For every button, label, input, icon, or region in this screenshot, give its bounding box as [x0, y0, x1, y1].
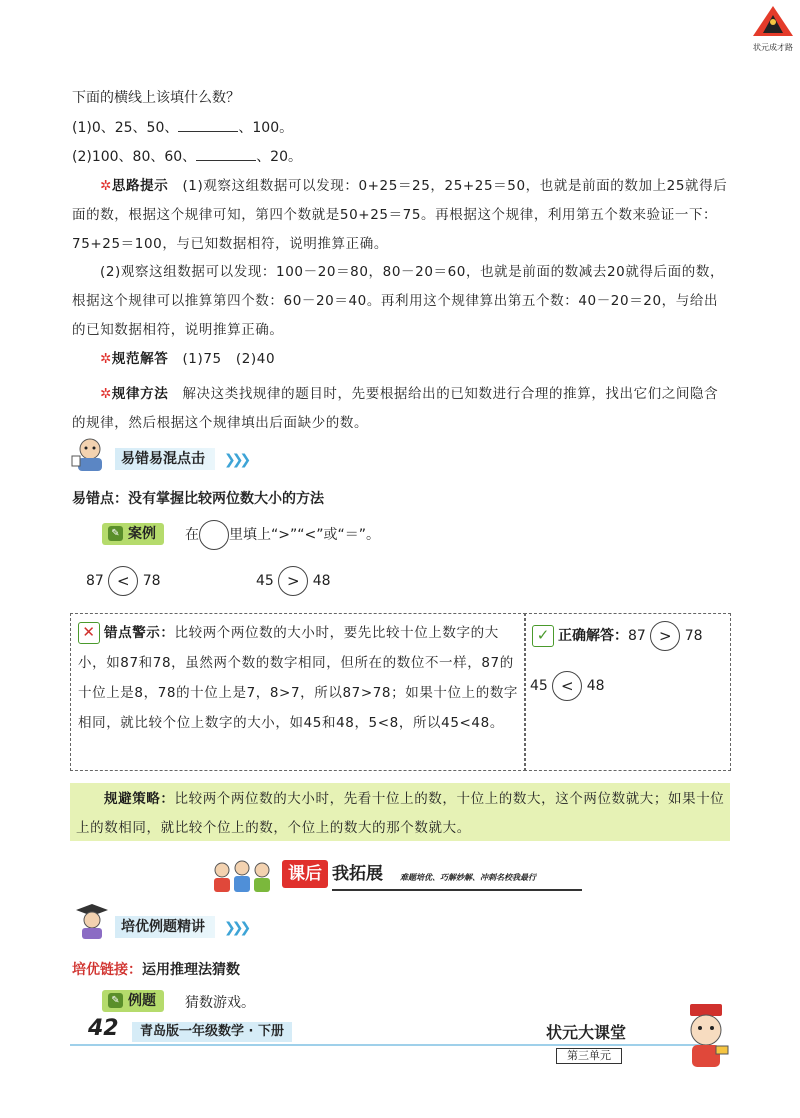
example-tag: ✎ 例题: [102, 990, 164, 1012]
logo-text: 状元成才路: [753, 43, 793, 52]
book-title: 青岛版一年级数学 · 下册: [132, 1022, 292, 1042]
wrong-cross-icon: ✕: [78, 622, 100, 644]
hint-paragraph-1: [72, 172, 732, 259]
question-item-1: (1)0、25、50、 、100。: [72, 117, 293, 138]
answer-blank-1[interactable]: [178, 117, 238, 132]
answer-text: (1)75 (2)40: [182, 351, 276, 367]
page-number: 42: [88, 1016, 119, 1041]
example-empty-circle: [199, 520, 229, 550]
case-instruction: 在 里填上“>”“<”或“＝”。: [185, 520, 380, 550]
mistakes-section-title: 易错易混点击: [115, 448, 215, 470]
students-group-icon: [210, 858, 274, 894]
hint-paragraph-2: (2)观察这组数据可以发现：100－20＝80，80－20＝60，也就是前面的数减去20就得后面的数，根据这个规律可以推算第四个数：60－20＝40。再利用这个规律算出第五个数：40－20＝20，与给出的已知数据相符，说明推算正确。: [72, 264, 725, 338]
mistakes-section-header: [70, 448, 270, 470]
training-link-label: 培优链接：: [72, 962, 142, 978]
answer-row: [72, 345, 760, 374]
method-text: 解决这类找规律的题目时，先要根据给出的已知数进行合理的推算，找出它们之间隐含的规律，然后根据这个规律填出后面缺少的数。: [72, 386, 719, 431]
example-text: 猜数游戏。: [185, 995, 255, 1011]
case-example-2: 45 > 48: [256, 566, 331, 596]
teacher-mascot-icon: [70, 436, 112, 472]
answer-label: 规范解答: [111, 351, 169, 367]
chevron-right-icon: ❯❯❯: [224, 452, 248, 468]
correct-answer-row-2: 45 < 48: [530, 671, 605, 701]
question-text: 下面的横线上该填什么数？: [72, 90, 240, 106]
answer-star-icon: ✲: [100, 351, 112, 367]
training-link: [72, 960, 240, 980]
pencil-icon: ✎: [108, 993, 123, 1008]
error-warning-text: ✕ 错点警示：比较两个两位数的大小时，要先比较十位上数字的大小，如87和78，虽然两个数的数字相同，但所在的数位不一样，87的十位上是8，78的十位上是7，8>7，所以87>78；如果十位上的数字相同，就比较个位上数字的大小，如45和48，5<8，所以45<48。: [78, 623, 519, 731]
method-star-icon: ✲: [100, 386, 112, 402]
method-paragraph: [72, 380, 732, 438]
compare-circle[interactable]: >: [278, 566, 308, 596]
error-warning-label: 错点警示：: [104, 625, 175, 641]
method-label: 规律方法: [111, 386, 169, 402]
footer-line: [70, 1044, 710, 1046]
training-section-title: 培优例题精讲: [115, 916, 215, 938]
mistake-point: 易错点：没有掌握比较两位数大小的方法: [72, 491, 324, 507]
compare-circle[interactable]: <: [108, 566, 138, 596]
check-mark-icon: ✓: [532, 625, 554, 647]
correct-answer-label: 正确解答：: [558, 628, 628, 644]
training-link-text: 运用推理法猜数: [142, 962, 240, 978]
hint-star-icon: ✲: [100, 178, 112, 194]
answer-blank-2[interactable]: [196, 146, 256, 161]
after-class-title: 我拓展: [332, 864, 383, 884]
case-example-1: 87 < 78: [86, 566, 161, 596]
question-item-2: (2)100、80、60、 、20。: [72, 146, 302, 167]
training-section-header: [70, 916, 270, 938]
after-class-underline: [332, 889, 582, 891]
pencil-icon: ✎: [108, 526, 123, 541]
correct-answer-row-1: ✓ 正确解答：87 > 78: [532, 621, 703, 651]
compare-circle: >: [650, 621, 680, 651]
compare-circle: <: [552, 671, 582, 701]
case-tag: ✎ 案例: [102, 523, 164, 545]
after-class-badge: 课后: [282, 860, 328, 888]
hint-text-1: (1)观察这组数据可以发现：0+25＝25，25+25＝50，也就是前面的数加上25就得后面的数，根据这个规律可知，第四个数就是50+25＝75。再根据这个规律，利用第五个数来验证一下：75+25＝100，与已知数据相符，说明推算正确。: [72, 178, 728, 252]
scholar-mascot-icon: [676, 1002, 736, 1072]
hint-label: 思路提示: [111, 178, 169, 194]
strategy-paragraph: 规避策略：比较两个两位数的大小时，先看十位上的数，十位上的数大，这个两位数就大；如果十位上的数相同，就比较个位上的数，个位上的数大的那个数就大。: [76, 791, 725, 836]
strategy-label: 规避策略：: [104, 791, 175, 807]
brand-title: 状元大课堂: [546, 1023, 627, 1042]
logo-triangle-icon: [752, 5, 794, 37]
unit-label: 第三单元: [556, 1048, 622, 1064]
after-class-slogan: 难题培优、巧解妙解、冲刺名校我最行: [400, 873, 536, 882]
logo: [752, 5, 794, 52]
chevron-right-icon: ❯❯❯: [224, 920, 248, 936]
after-class-banner: [210, 856, 590, 896]
graduate-mascot-icon: [70, 904, 112, 940]
